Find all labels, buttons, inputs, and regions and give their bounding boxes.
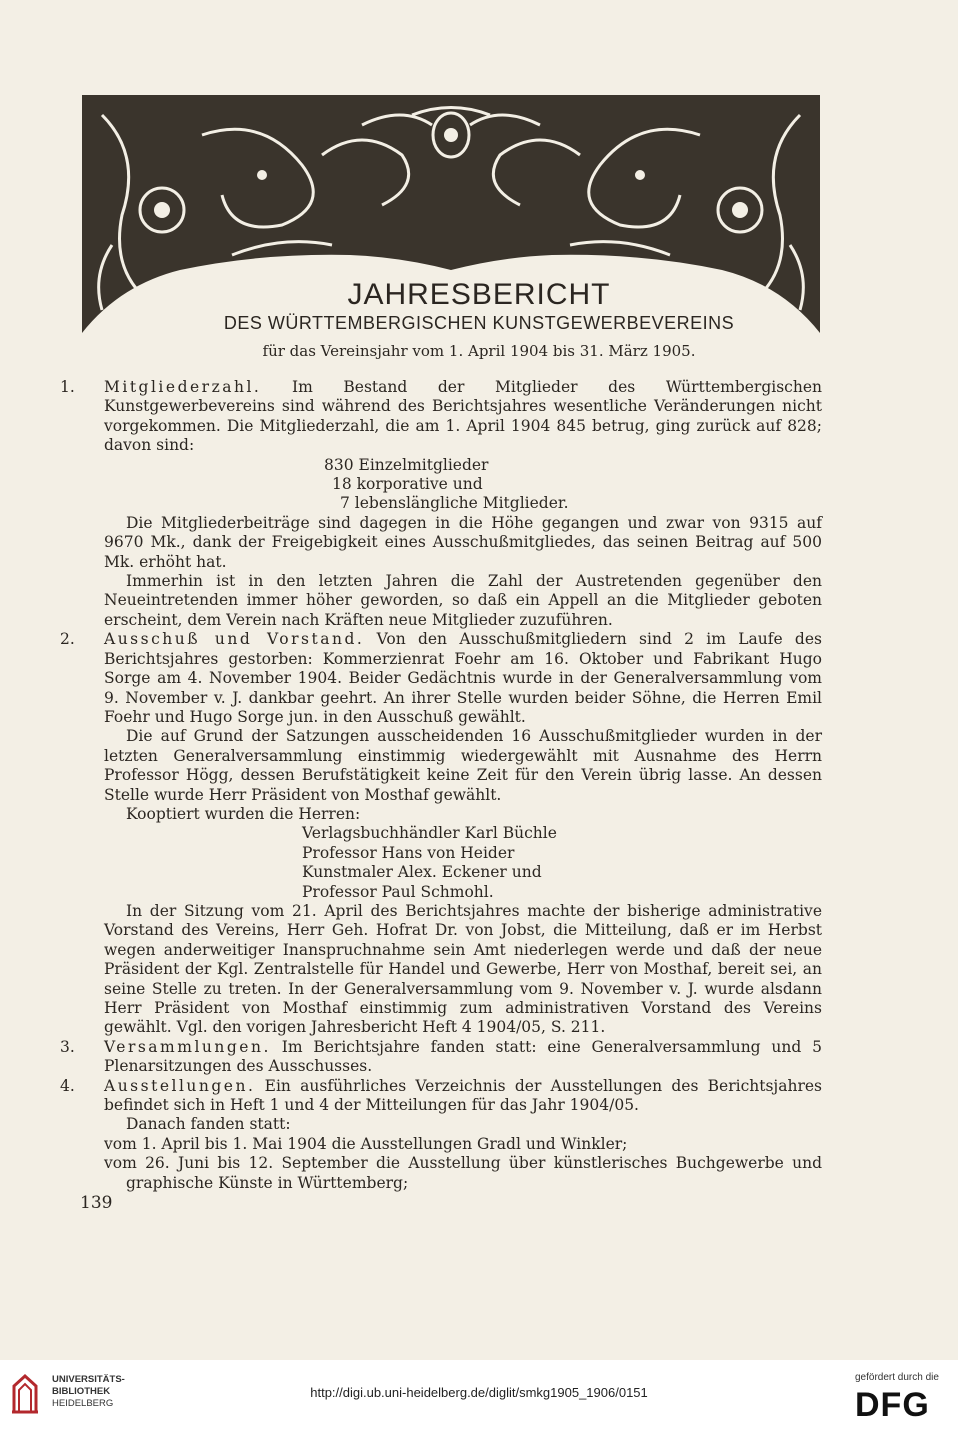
list-item: vom 26. Juni bis 12. September die Ausstellung über künstlerisches Buchgewerbe und graphische Künste in Württemberg;: [104, 1154, 822, 1192]
report-body: [60, 378, 823, 1193]
section-heading: Ausschuß und Vorstand.: [104, 630, 365, 649]
source-url-link[interactable]: http://digi.ub.uni-heidelberg.de/diglit/smkg1905_1906/0151: [310, 1385, 648, 1400]
report-subtitle: DES WÜRTTEMBERGISCHEN KUNSTGEWERBEVEREINS: [223, 313, 735, 333]
list-item: Professor Hans von Heider: [302, 843, 515, 862]
paragraph: Danach fanden statt:: [126, 1115, 291, 1134]
section-4: 4. Ausstellungen. Ein ausführliches Verzeichnis der Ausstellungen des Berichtsjahres befindet sich in Heft 1 und 4 der Mitteilungen für das Jahr 1904/05.: [60, 1076, 822, 1115]
list-item: 18 korporative und: [332, 475, 483, 494]
paragraph: Die auf Grund der Satzungen ausscheidenden 16 Ausschußmitglieder wurden in der letzten Generalversammlung einstimmig wiedergewählt mit Ausnahme des Herrn Professor Högg, dessen Berufstätigkeit keine Zeit für den Verein übrig lasse. An dessen Stelle wurde Herr Präsident von Mosthaf gewählt.: [104, 727, 822, 804]
footer-bar: [0, 1360, 958, 1431]
library-name: UNIVERSITÄTS- BIBLIOTHEK HEIDELBERG: [52, 1374, 125, 1409]
list-item: Kunstmaler Alex. Eckener und: [302, 863, 542, 882]
list-item: vom 1. April bis 1. Mai 1904 die Ausstellungen Gradl und Winkler;: [104, 1134, 628, 1153]
list-item: Verlagsbuchhändler Karl Büchle: [302, 824, 557, 843]
section-2: 2. Ausschuß und Vorstand. Von den Ausschußmitgliedern sind 2 im Laufe des Berichtsjahres gestorben: Kommerzienrat Foehr am 16. Oktober und Fabrikant Hugo Sorge am 4. November 1904. Beider Gedächtnis wurde in der Generalversammlung vom 9. November v. J. dankbar geehrt. An ihrer Stelle wurden beider Söhne, die Herren Emil Foehr und Hugo Sorge jun. in den Ausschuß gewählt.: [60, 630, 822, 726]
paragraph: Kooptiert wurden die Herren:: [126, 804, 361, 823]
list-item: 7 lebenslängliche Mitglieder.: [340, 494, 569, 513]
report-title: JAHRESBERICHT: [347, 278, 611, 311]
list-item: 830 Einzelmitglieder: [324, 455, 489, 474]
list-item: Professor Paul Schmohl.: [302, 882, 494, 901]
dfg-logo: DFG: [855, 1386, 930, 1424]
paragraph: Die Mitgliederbeiträge sind dagegen in die Höhe gegangen und zwar von 9315 auf 9670 Mk., dank der Freigebigkeit eines Ausschußmitgliedes, das seinen Beitrag auf 500 Mk. erhöht hat.: [104, 513, 822, 571]
section-heading: Mitgliederzahl.: [104, 378, 262, 396]
report-period: für das Vereinsjahr vom 1. April 1904 bis 31. März 1905.: [262, 342, 696, 360]
section-heading: Versammlungen.: [104, 1037, 271, 1056]
paragraph: In der Sitzung vom 21. April des Berichtsjahres machte der bisherige administrative Vorstand des Vereins, Herr Geh. Hofrat Dr. von Jobst, die Mitteilung, daß er im Herbst wegen anderweitiger Inanspruchnahme sein Amt niederlegen werde und daß der neue Präsident der Kgl. Zentralstelle für Handel und Gewerbe, Herr von Mosthaf, bereit sei, an seine Stelle zu treten. In der Generalversammlung vom 9. November v. J. wurde alsdann Herr Präsident von Mosthaf einstimmig zum administrativen Vorstand des Vereins gewählt. Vgl. den vorigen Jahresbericht Heft 4 1904/05, S. 211.: [104, 901, 822, 1037]
section-3: 3. Versammlungen. Im Berichtsjahre fanden statt: eine Generalversammlung und 5 Plenarsitzungen des Ausschusses.: [60, 1037, 823, 1076]
funded-by-label: gefördert durch die: [855, 1372, 939, 1383]
paragraph: Immerhin ist in den letzten Jahren die Zahl der Austretenden gegenüber den Neueintretenden immer höher geworden, so daß ein Appell an die Mitglieder geboten erscheint, dem Verein nach Kräften neue Mitglieder zuzuführen.: [104, 572, 822, 629]
section-1: 1. Mitgliederzahl. Im Bestand der Mitglieder des Württembergischen Kunstgewerbevereins sind während des Berichtsjahres wesentliche Veränderungen nicht vorgekommen. Die Mitgliederzahl, die am 1. April 1904 845 betrug, ging zurück auf 828; davon sind:: [60, 378, 822, 455]
section-heading: Ausstellungen.: [104, 1076, 256, 1095]
page-number: 139: [80, 1193, 113, 1213]
